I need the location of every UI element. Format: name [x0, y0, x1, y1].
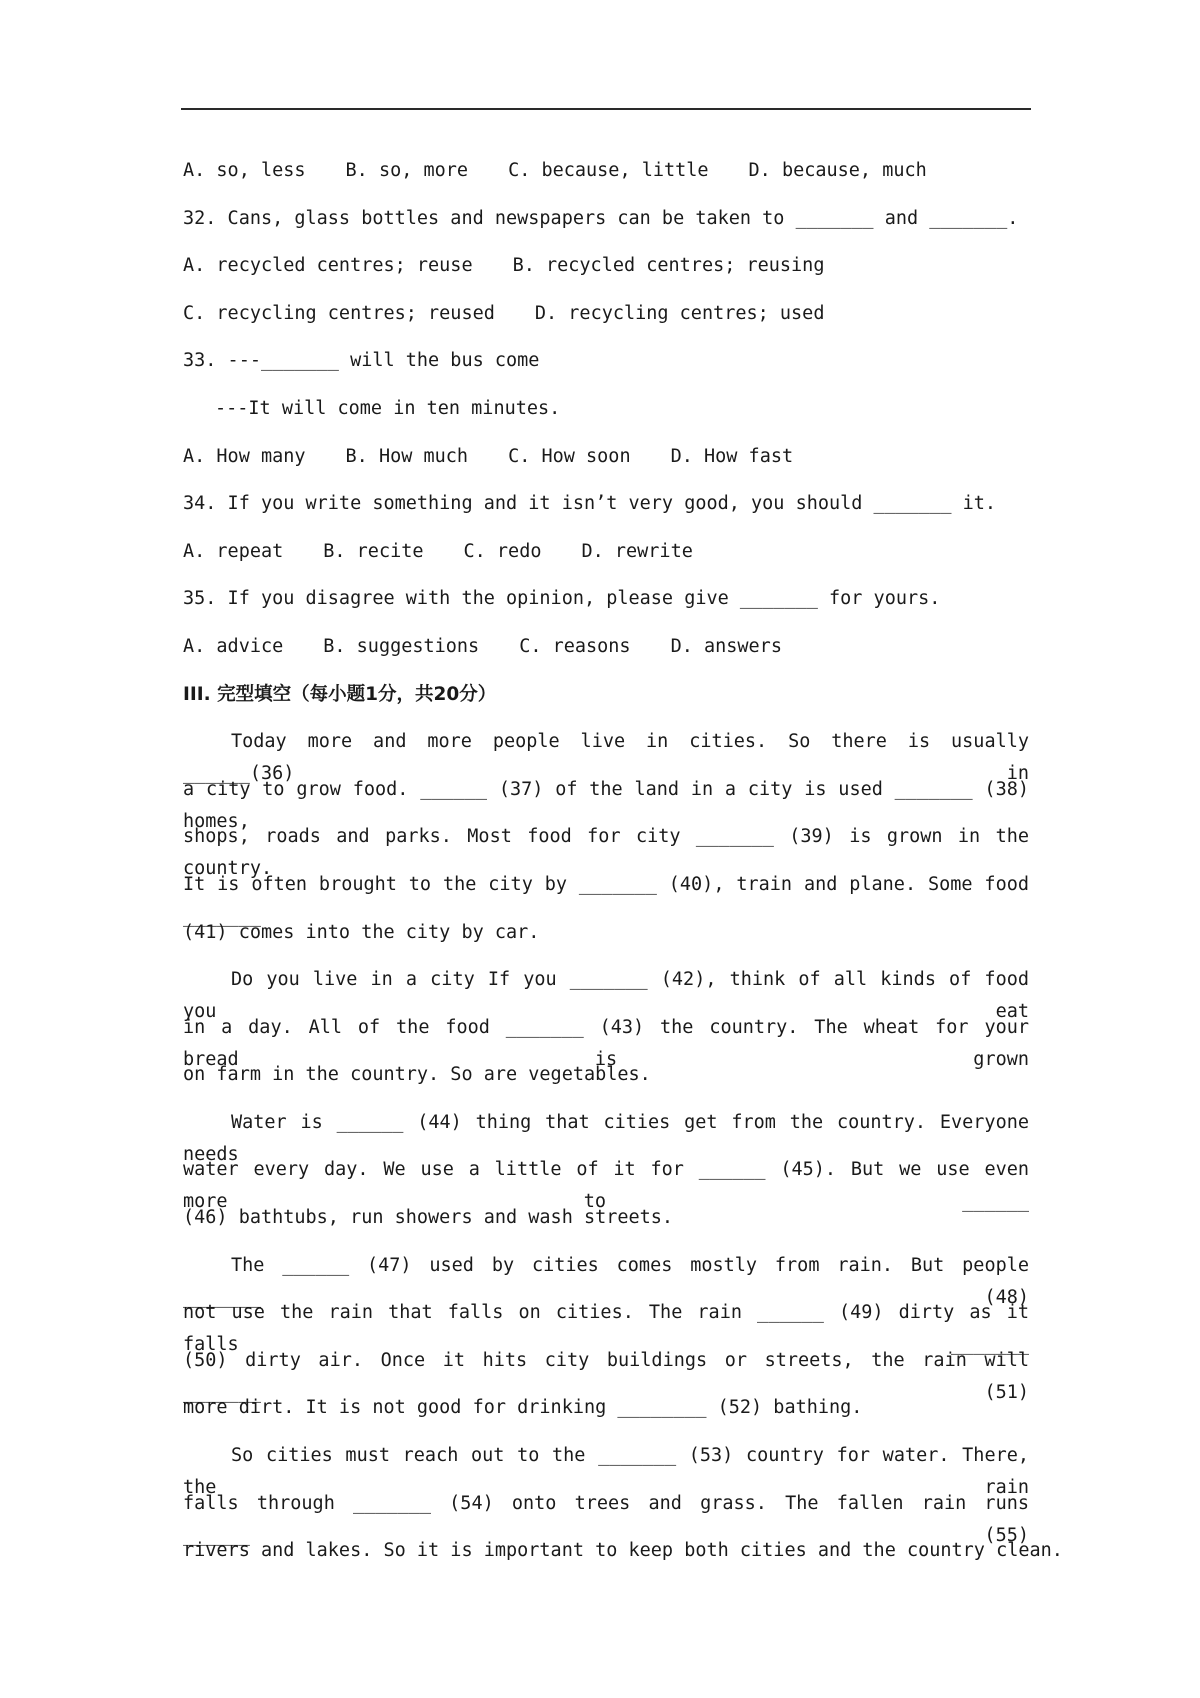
- passage-p3-line2: water every day. We use a little of it for ______ (45). But we use even more to ______: [183, 1159, 1029, 1213]
- q34-option-d: D. rewrite: [581, 540, 693, 562]
- q34-stem: 34. If you write something and it isn’t very good, you should _______ it.: [183, 493, 997, 515]
- passage-p4-line1: The ______ (47) used by cities comes mostly from rain. But people _______ (48): [183, 1254, 1029, 1308]
- passage-p1-line5: (41) comes into the city by car.: [183, 921, 540, 943]
- passage-p5-line1: So cities must reach out to the _______ (53) country for water. There, the rain: [183, 1445, 1029, 1499]
- q32-option-b: B. recycled centres; reusing: [512, 255, 825, 277]
- q35-stem: 35. If you disagree with the opinion, please give _______ for yours.: [183, 588, 941, 610]
- passage-p4-line3: (50) dirty air. Once it hits city buildings or streets, the rain will _______ (51): [183, 1349, 1029, 1403]
- q35-option-b: B. suggestions: [323, 635, 480, 657]
- passage-p4-line2: not use the rain that falls on cities. The rain ______ (49) dirty as it falls _______: [183, 1302, 1029, 1356]
- q33-option-a: A. How many: [183, 445, 306, 467]
- q33-reply: ---It will come in ten minutes.: [215, 397, 561, 419]
- passage-p5-line2: falls through _______ (54) onto trees and grass. The fallen rain runs ______ (55): [183, 1492, 1029, 1546]
- q32-option-d: D. recycling centres; used: [534, 302, 825, 324]
- q33-option-d: D. How fast: [670, 445, 794, 467]
- q34-option-b: B. recite: [323, 540, 424, 562]
- passage-p5-line3: rivers and lakes. So it is important to keep both cities and the country clean.: [183, 1540, 1063, 1562]
- page-content: [183, 155, 1063, 1583]
- passage-p1-line3: shops, roads and parks. Most food for city _______ (39) is grown in the country.: [183, 826, 1029, 880]
- passage-p3-line1: Water is ______ (44) thing that cities get from the country. Everyone needs: [183, 1111, 1029, 1165]
- q32-option-c: C. recycling centres; reused: [183, 302, 495, 324]
- q31-option-a: A. so, less: [183, 160, 306, 181]
- q31-option-b: B. so, more: [345, 160, 469, 181]
- q33-option-c: C. How soon: [508, 445, 631, 467]
- passage-p4-line4: more dirt. It is not good for drinking ________ (52) bathing.: [183, 1397, 863, 1419]
- passage-p1-line4: It is often brought to the city by _______ (40), train and plane. Some food _______: [183, 873, 1029, 927]
- q35-option-a: A. advice: [183, 635, 284, 657]
- q34-option-a: A. repeat: [183, 540, 284, 562]
- q31-option-c: C. because, little: [508, 160, 709, 181]
- passage-p2-line1: Do you live in a city If you _______ (42), think of all kinds of food you eat: [183, 969, 1029, 1023]
- q35-option-c: C. reasons: [519, 635, 631, 657]
- passage-p1-line1: Today more and more people live in cities. So there is usually ______(36) in: [183, 731, 1029, 785]
- section-heading: III. 完型填空（每小题1分，共20分）: [183, 683, 497, 705]
- q32-options-row1: [183, 250, 1029, 298]
- q33-stem: 33. ---_______ will the bus come: [183, 350, 540, 372]
- q33-options: [183, 441, 1029, 489]
- q31-options: [183, 155, 1029, 203]
- q32-option-a: A. recycled centres; reuse: [183, 255, 473, 277]
- passage-p2-line3: on farm in the country. So are vegetables.: [183, 1064, 651, 1086]
- q32-stem: 32. Cans, glass bottles and newspapers can be taken to _______ and _______.: [183, 207, 1019, 229]
- passage-p3-line3: (46) bathtubs, run showers and wash streets.: [183, 1207, 674, 1229]
- q35-option-d: D. answers: [670, 635, 782, 657]
- q34-option-c: C. redo: [463, 540, 542, 562]
- header-rule: [181, 108, 1031, 110]
- q34-options: [183, 536, 1029, 584]
- passage-p2-line2: in a day. All of the food _______ (43) the country. The wheat for your bread is grown: [183, 1016, 1029, 1070]
- q32-options-row2: [183, 298, 1029, 346]
- q35-options: [183, 631, 1029, 679]
- passage-p1-line2: a city to grow food. ______ (37) of the land in a city is used _______ (38) homes,: [183, 778, 1029, 832]
- q31-option-d: D. because, much: [748, 160, 927, 181]
- q33-option-b: B. How much: [345, 445, 469, 467]
